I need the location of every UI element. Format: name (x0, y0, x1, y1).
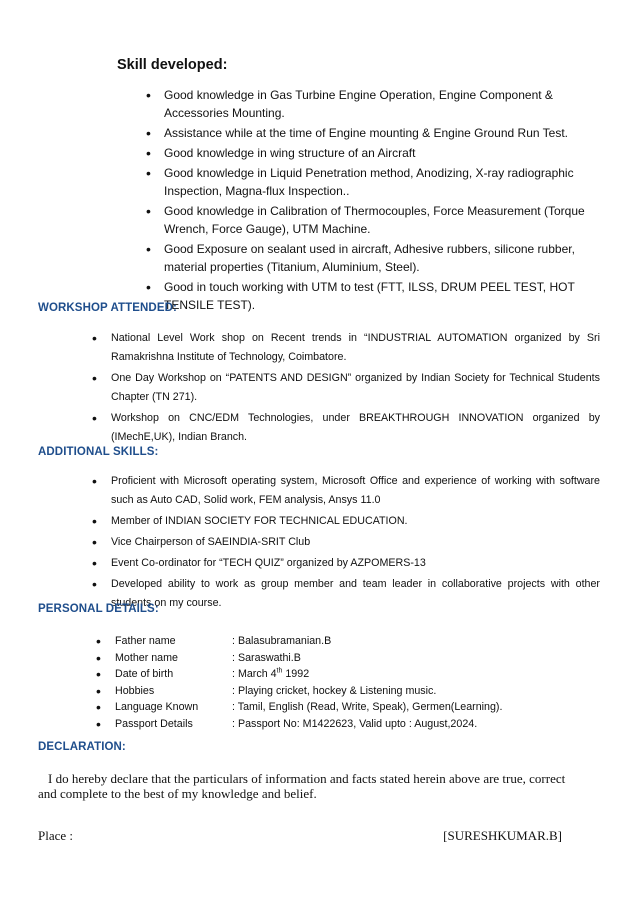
detail-value: : Playing cricket, hockey & Listening music. (232, 684, 437, 697)
detail-label: Father name (115, 635, 176, 647)
list-item: • Vice Chairperson of SAEINDIA-SRIT Club (92, 533, 600, 552)
detail-row (96, 650, 566, 667)
list-item: • Member of INDIAN SOCIETY FOR TECHNICAL EDUCATION. (92, 512, 600, 531)
detail-label: Mother name (115, 651, 178, 664)
skills-list (146, 86, 586, 316)
detail-value: : Balasubramanian.B (232, 635, 332, 647)
additional-skills-list (92, 472, 600, 615)
list-item: • Good Exposure on sealant used in aircraft, Adhesive rubbers, silicone rubber, material properties (Titanium, Aluminium, Steel). (146, 240, 586, 276)
detail-label: Hobbies (115, 684, 155, 697)
detail-value: : Tamil, English (Read, Write, Speak), Germen(Learning). (232, 701, 503, 713)
list-item: • Good knowledge in Calibration of Thermocouples, Force Measurement (Torque Wrench, Force Gauge), UTM Machine. (146, 202, 586, 238)
personal-details-list (96, 633, 566, 732)
declaration-text: I do hereby declare that the particulars of information and facts stated herein above are true, correct and complete to the best of my knowledge and belief. (38, 771, 566, 801)
list-item: • Good in touch working with UTM to test (FTT, ILSS, DRUM PEEL TEST, HOT TENSILE TEST). (146, 278, 586, 314)
detail-value: : Saraswathi.B (232, 651, 301, 664)
list-item: • National Level Work shop on Recent trends in “INDUSTRIAL AUTOMATION organized by Sri Ramakrishna Institute of Technology, Coimbatore. (92, 329, 600, 367)
list-item: • One Day Workshop on “PATENTS AND DESIGN” organized by Indian Society for Technical Students Chapter (TN 271). (92, 369, 600, 407)
place-label: Place : (38, 828, 74, 843)
detail-row (96, 633, 566, 650)
personal-details-heading: PERSONAL DETAILS: (38, 603, 159, 615)
detail-value-suffix: 1992 (282, 668, 310, 680)
detail-row (96, 716, 566, 733)
workshop-heading: WORKSHOP ATTENDED: (38, 302, 177, 314)
detail-label: Language Known (115, 701, 199, 713)
list-item: • Proficient with Microsoft operating system, Microsoft Office and experience of working with software such as Auto CAD, Solid work, FEM analysis, Ansys 11.0 (92, 472, 600, 510)
list-item: • Event Co-ordinator for “TECH QUIZ” organized by AZPOMERS-13 (92, 554, 600, 573)
detail-row (96, 683, 566, 700)
list-item: • Good knowledge in wing structure of an Aircraft (146, 144, 586, 162)
detail-row (96, 666, 566, 683)
detail-value-superscript: th (276, 667, 283, 675)
signature-name: [SURESHKUMAR.B] (443, 828, 562, 843)
detail-value (232, 668, 309, 680)
list-item: • Good knowledge in Liquid Penetration method, Anodizing, X-ray radiographic Inspection, Magna-flux Inspection.. (146, 164, 586, 200)
workshop-list (92, 329, 600, 449)
declaration-heading: DECLARATION: (38, 741, 126, 753)
list-item: • Assistance while at the time of Engine mounting & Engine Ground Run Test. (146, 124, 586, 142)
skills-title: Skill developed: (117, 57, 228, 73)
list-item: • Developed ability to work as group member and team leader in collaborative projects with other students on my course. (92, 575, 600, 613)
list-item: • Workshop on CNC/EDM Technologies, under BREAKTHROUGH INNOVATION organized by (IMechE,UK), Indian Branch. (92, 409, 600, 447)
additional-skills-heading: ADDITIONAL SKILLS: (38, 446, 159, 458)
detail-value-prefix: : March 4 (232, 668, 277, 680)
detail-value: : Passport No: M1422623, Valid upto : August,2024. (232, 717, 478, 730)
detail-label: Date of birth (115, 668, 174, 680)
detail-row (96, 699, 566, 716)
detail-label: Passport Details (115, 717, 193, 730)
list-item: • Good knowledge in Gas Turbine Engine Operation, Engine Component & Accessories Mounting. (146, 86, 586, 122)
